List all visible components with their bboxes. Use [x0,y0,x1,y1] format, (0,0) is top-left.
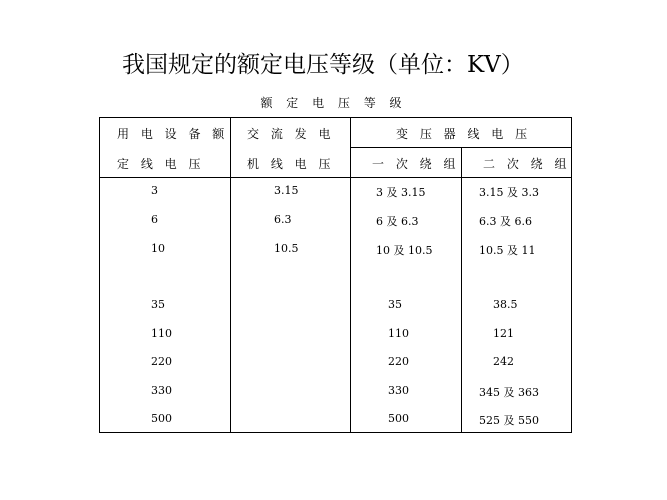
cell-primary-voltage: 220 [388,355,409,368]
column-divider [230,118,231,432]
cell-secondary-voltage: 121 [493,327,514,340]
header-col2-line1: 交 流 发 电 [247,127,335,141]
cell-generator-voltage: 10.5 [274,242,299,255]
cell-primary-voltage: 330 [388,384,409,397]
column-divider [461,147,462,432]
cell-user-voltage: 220 [151,355,172,368]
header-primary-winding: 一 次 绕 组 [372,157,460,171]
table-caption: 额 定 电 压 等 级 [260,96,407,110]
header-bottom-rule [100,177,571,178]
cell-secondary-voltage: 242 [493,355,514,368]
header-transformer-group: 变 压 器 线 电 压 [396,127,532,141]
cell-user-voltage: 10 [151,242,165,255]
cell-secondary-voltage: 6.3 及 6.6 [479,215,532,228]
cell-primary-voltage: 6 及 6.3 [376,215,419,228]
cell-generator-voltage: 3.15 [274,184,299,197]
voltage-table [99,117,572,433]
cell-user-voltage: 3 [151,184,158,197]
cell-user-voltage: 330 [151,384,172,397]
cell-primary-voltage: 10 及 10.5 [376,244,433,257]
header-divider [350,147,571,148]
header-col2-line2: 机 线 电 压 [247,157,335,171]
cell-user-voltage: 500 [151,412,172,425]
header-col1-line2: 定 线 电 压 [117,157,205,171]
cell-primary-voltage: 35 [388,298,402,311]
cell-primary-voltage: 110 [388,327,409,340]
header-secondary-winding: 二 次 绕 组 [483,157,571,171]
column-divider [350,118,351,432]
cell-primary-voltage: 3 及 3.15 [376,186,426,199]
cell-secondary-voltage: 10.5 及 11 [479,244,536,257]
cell-generator-voltage: 6.3 [274,213,292,226]
header-col1-line1: 用 电 设 备 额 [117,127,229,141]
cell-user-voltage: 35 [151,298,165,311]
cell-secondary-voltage: 345 及 363 [479,386,539,399]
cell-primary-voltage: 500 [388,412,409,425]
page-title: 我国规定的额定电压等级（单位：KV） [122,52,524,78]
cell-secondary-voltage: 3.15 及 3.3 [479,186,539,199]
cell-secondary-voltage: 525 及 550 [479,414,539,427]
cell-user-voltage: 6 [151,213,158,226]
cell-user-voltage: 110 [151,327,172,340]
cell-secondary-voltage: 38.5 [493,298,518,311]
